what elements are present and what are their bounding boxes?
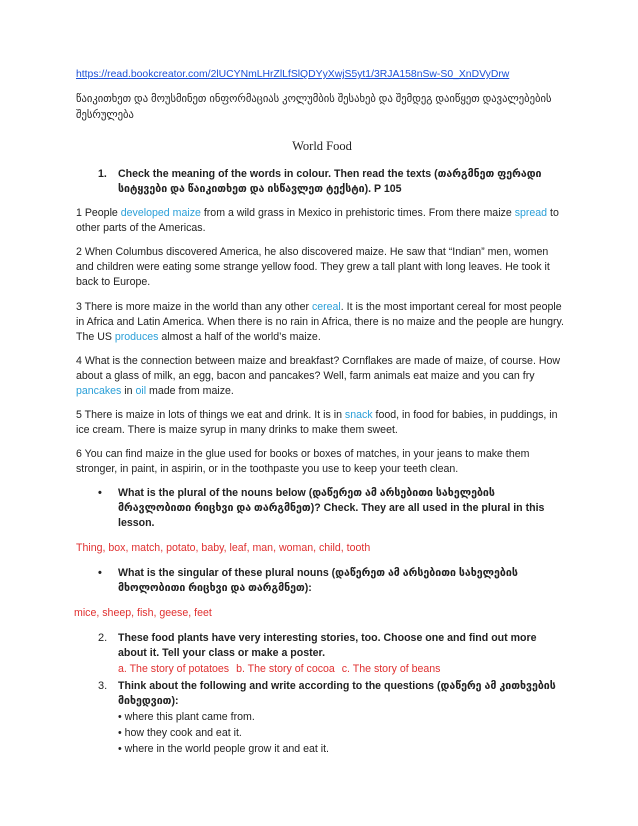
- task-3-text: Think about the following and write according to the questions (დაწერე ამ კითხვების მიხედვით):: [118, 680, 556, 708]
- reading-paragraph: [76, 408, 568, 438]
- task-2-text: These food plants have very interesting stories, too. Choose one and find out more about it. Tell your class or make a poster.: [118, 632, 537, 660]
- paragraph-text: 1 People: [76, 207, 121, 220]
- option-c: c. The story of beans: [341, 663, 441, 676]
- task-1: [98, 167, 568, 197]
- paragraph-text: 3 There is more maize in the world than any other: [76, 300, 312, 313]
- task-3: [98, 679, 568, 758]
- singular-question: [98, 566, 568, 596]
- highlighted-word: developed: [120, 207, 170, 220]
- highlighted-word: maize: [172, 207, 201, 220]
- task-3-bullet: • where in the world people grow it and eat it.: [118, 743, 329, 756]
- highlighted-word: oil: [135, 384, 147, 397]
- task-3-number: 3.: [98, 680, 108, 693]
- paragraph-text: 4 What is the connection between maize and breakfast? Cornflakes are made of maize, of course. How about a glass of milk, an egg, bacon and pancakes? Well, farm animals eat maize and you can fry: [76, 354, 561, 382]
- page-title: World Food: [292, 138, 352, 153]
- highlighted-word: produces: [114, 330, 159, 343]
- singular-question-text: What is the singular of these plural nouns (დაწერეთ ამ არსებითი სახელების მხოლობითი რიცხვი და თარგმნეთ):: [118, 566, 518, 594]
- paragraph-text: 2 When Columbus discovered America, he also discovered maize. He saw that “Indian” men, women and children were eating some strange yellow food. They grew a tall plant with long leaves. He took it back to Europe.: [76, 246, 550, 289]
- option-b: b. The story of cocoa: [236, 663, 335, 676]
- paragraph-text: to other parts of the Americas.: [76, 207, 559, 235]
- bullet-icon: •: [98, 566, 102, 579]
- highlighted-word: cereal: [311, 300, 341, 313]
- plural-question: [98, 486, 568, 531]
- task-3-bullet: • how they cook and eat it.: [118, 727, 242, 740]
- option-a: a. The story of potatoes: [118, 663, 230, 676]
- task-3-bullet: • where this plant came from.: [118, 711, 255, 724]
- paragraph-text: 5 There is maize in lots of things we eat and drink. It is in: [76, 408, 345, 421]
- paragraph-text: made from maize.: [146, 384, 234, 397]
- reading-paragraph: [76, 354, 568, 399]
- task-1-number: 1.: [98, 168, 107, 181]
- singular-words: mice, sheep, fish, geese, feet: [74, 607, 212, 620]
- reading-paragraph: [76, 245, 568, 290]
- paragraph-text: . It is the most important cereal for most people in Africa and Latin America. When there is no rain in Africa, there is no maize and the people are hungry. The US: [76, 300, 564, 343]
- paragraph-text: food, in food for babies, in puddings, in ice cream. There is maize syrup in many drinks to make them sweet.: [76, 408, 558, 436]
- paragraph-text: 6 You can find maize in the glue used for books or boxes of matches, in your jeans to make them stronger, in paint, in aspirin, or in the toothpaste you use to keep your teeth clean.: [76, 447, 530, 475]
- highlighted-word: snack: [344, 408, 373, 421]
- bullet-icon: •: [98, 486, 102, 499]
- reading-paragraph: [76, 206, 568, 236]
- task-2: [98, 631, 568, 677]
- book-link[interactable]: https://read.bookcreator.com/2lUCYNmLHrZlLfSlQDYyXwjS5yt1/3RJA158nSw-S0_XnDVyDrw: [76, 69, 510, 80]
- reading-paragraphs: [76, 206, 568, 476]
- reading-paragraph: [76, 447, 568, 477]
- task-1-text: Check the meaning of the words in colour. Then read the texts (თარგმნეთ ფერადი სიტყვები და წაიკითხეთ და ისწავლეთ ტექსტი). P 105: [118, 168, 542, 196]
- paragraph-text: almost a half of the world’s maize.: [158, 330, 321, 343]
- paragraph-text: from a wild grass in Mexico in prehistoric times. From there maize: [200, 207, 515, 220]
- task-2-options: [118, 662, 568, 677]
- intro-text: წაიკითხეთ და მოუსმინეთ ინფორმაციას კოლუმბის შესახებ და შემდეგ დაიწყეთ დავალებების შესრულება: [76, 92, 552, 121]
- reading-paragraph: [76, 300, 568, 345]
- highlighted-word: pancakes: [76, 384, 122, 397]
- plural-question-text: What is the plural of the nouns below (დაწერეთ ამ არსებითი სახელების მრავლობითი რიცხვი და თარგმნეთ)? Check. They are all used in the plural in this lesson.: [118, 486, 545, 529]
- paragraph-text: in: [121, 384, 136, 397]
- plural-words: Thing, box, match, potato, baby, leaf, man, woman, child, tooth: [76, 541, 371, 554]
- highlighted-word: spread: [514, 207, 548, 220]
- task-2-number: 2.: [98, 632, 108, 645]
